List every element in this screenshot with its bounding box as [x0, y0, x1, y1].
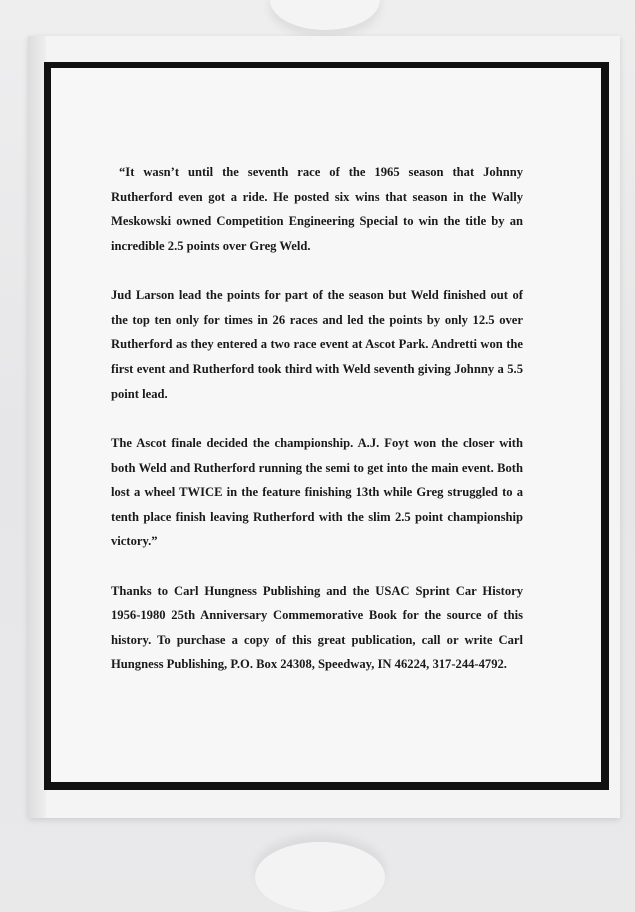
paragraph-points-race: Jud Larson lead the points for part of the season but Weld finished out of the top ten only for times in 26 races and led the points by only 12.5 over Rutherford as they entered a two race event at Ascot Park. Andretti won the first event and Rutherford took third with Weld seventh giving Johnny a 5.5 point lead. [111, 288, 523, 401]
tray-notch-bottom [255, 842, 385, 912]
paragraph-ascot-finale: The Ascot finale decided the championship. A.J. Foyt won the closer with both Weld and Rutherford running the semi to get into the main event. Both lost a wheel TWICE in the feature finishing 13th while Greg struggled to a tenth place finish leaving Rutherford with the slim 2.5 point championship victory.” [111, 435, 523, 549]
history-text [111, 160, 523, 677]
paragraph-season-intro: “It wasn’t until the seventh race of the 1965 season that Johnny Rutherford even got a ride. He posted six wins that season in the Wally Meskowski owned Competition Engineering Special to win the title by an incredible 2.5 points over Greg Weld. [111, 165, 523, 253]
paragraph-credits: Thanks to Carl Hungness Publishing and the USAC Sprint Car History 1956-1980 25th Anniversary Commemorative Book for the source of this history. To purchase a copy of this great publication, call or write Carl Hungness Publishing, P.O. Box 24308, Speedway, IN 46224, 317-244-4792. [111, 583, 523, 672]
